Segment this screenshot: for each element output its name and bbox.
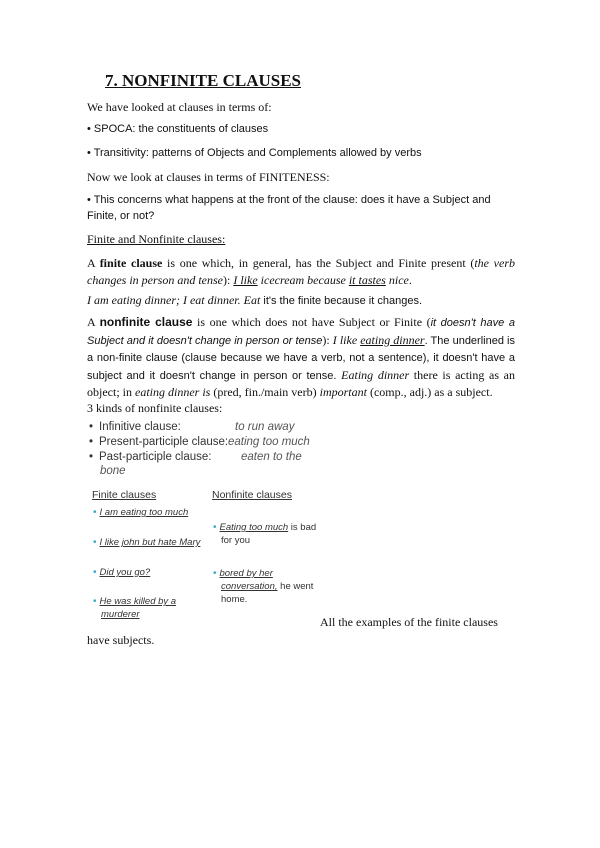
text-run: (pred, fin./main verb) [210,385,320,399]
eating-plain: it's the finite because it changes. [260,295,423,307]
gloss-italic: it doesn't have a Subject and it doesn't change in person or tense [87,317,515,347]
kind-label: Present-participle clause: [99,436,229,448]
kind-label: Past-participle clause: [99,451,212,463]
example-italic: eating dinner is [135,385,211,399]
nonfinite-example-underlined: Eating too much [219,522,289,533]
example-italic: I like [332,332,361,347]
kind-example-continued: bone [100,465,126,477]
finite-example-continued: murderer [101,609,140,620]
finite-example [93,537,200,549]
bullet-icon: • [213,522,217,533]
example-italic: icecream because [257,272,349,287]
bullet-icon: • [93,567,97,578]
intro-line: We have looked at clauses in terms of: [87,100,272,114]
text-run: A [87,256,100,270]
finite-header: Finite clauses [92,489,157,501]
term-nonfinite-clause: nonfinite clause [99,315,193,329]
now-line: Now we look at clauses in terms of FINITENESS: [87,170,330,184]
text-run: is one which, in general, has the Subject and Finite present ( [162,256,475,270]
page-title: 7. NONFINITE CLAUSES [105,71,302,90]
bullet-icon: • [213,568,217,579]
nonfinite-example-text: is bad [288,522,317,533]
eating-italic: I am eating dinner; I eat dinner. Eat [87,293,261,307]
nonfinite-definition [87,314,515,401]
gloss-italic: the verb changes in person and tense [87,256,515,287]
bullet-finiteness: • This concerns what happens at the front of the clause: does it have a Subject and Finite, or not? [87,194,491,222]
kinds-line: 3 kinds of nonfinite clauses: [87,401,223,415]
list-item [89,450,212,464]
list-item [89,435,228,449]
finite-example-text: I like john but hate Mary [99,537,201,548]
nonfinite-example-text: he went [277,581,314,592]
finite-example-text: Did you go? [99,567,151,578]
example-italic: important [319,385,367,399]
finite-example-text: I am eating too much [99,507,189,518]
nonfinite-example-continued [221,581,313,593]
kind-label: Infinitive clause: [99,421,181,433]
text-run: . [408,272,412,287]
text-run: ): [322,332,333,347]
kind-example: eaten to the [241,451,302,463]
nonfinite-header: Nonfinite clauses [212,489,292,501]
finite-example [93,507,188,519]
example-underlined: eating dinner [360,332,425,347]
example-underlined: it tastes [348,272,386,287]
closing-text-continued: have subjects. [87,633,155,647]
text-run: ): [222,272,234,287]
nonfinite-example [213,522,316,534]
kind-example: to run away [235,421,295,433]
section-heading: Finite and Nonfinite clauses: [87,232,226,246]
text-run: A [87,315,100,329]
example-italic: Eating dinner [341,367,410,382]
bullet-icon: • [89,451,94,463]
bullet-spoca: • SPOCA: the constituents of clauses [87,123,269,135]
bullet-icon: • [93,537,97,548]
text-run: is one which does not have Subject or Finite ( [192,315,431,329]
finite-example [93,596,176,608]
example-underlined: I like [233,272,258,287]
finite-definition [87,255,515,288]
bullet-icon: • [89,436,94,448]
nonfinite-example [213,568,273,580]
closing-text: All the examples of the finite clauses [320,615,498,629]
bullet-icon: • [89,421,94,433]
nonfinite-example-continued: for you [221,535,251,546]
bullet-transitivity: • Transitivity: patterns of Objects and Complements allowed by verbs [87,147,422,159]
term-finite-clause: finite clause [99,256,163,270]
finite-example-text: He was killed by a [99,596,177,607]
kinds-list [89,420,349,478]
nonfinite-example-underlined: bored by her [219,568,273,579]
finite-example [93,567,150,579]
bullet-icon: • [93,507,97,518]
kind-example: eating too much [228,436,310,448]
nonfinite-example-continued: home. [221,594,248,605]
text-run: (comp., adj.) as a subject. [366,385,493,399]
nonfinite-example-underlined: conversation, [221,581,278,592]
bullet-icon: • [93,596,97,607]
text-run: there is acting as an object; in [87,367,516,399]
text-run: . The underlined is a non-finite clause (clause because we have a verb, not a sentence), it doesn't have a subject and it doesn't change in person or tense. [87,334,515,382]
example-italic: nice [385,272,409,287]
list-item [89,420,181,434]
eating-line [87,293,422,308]
